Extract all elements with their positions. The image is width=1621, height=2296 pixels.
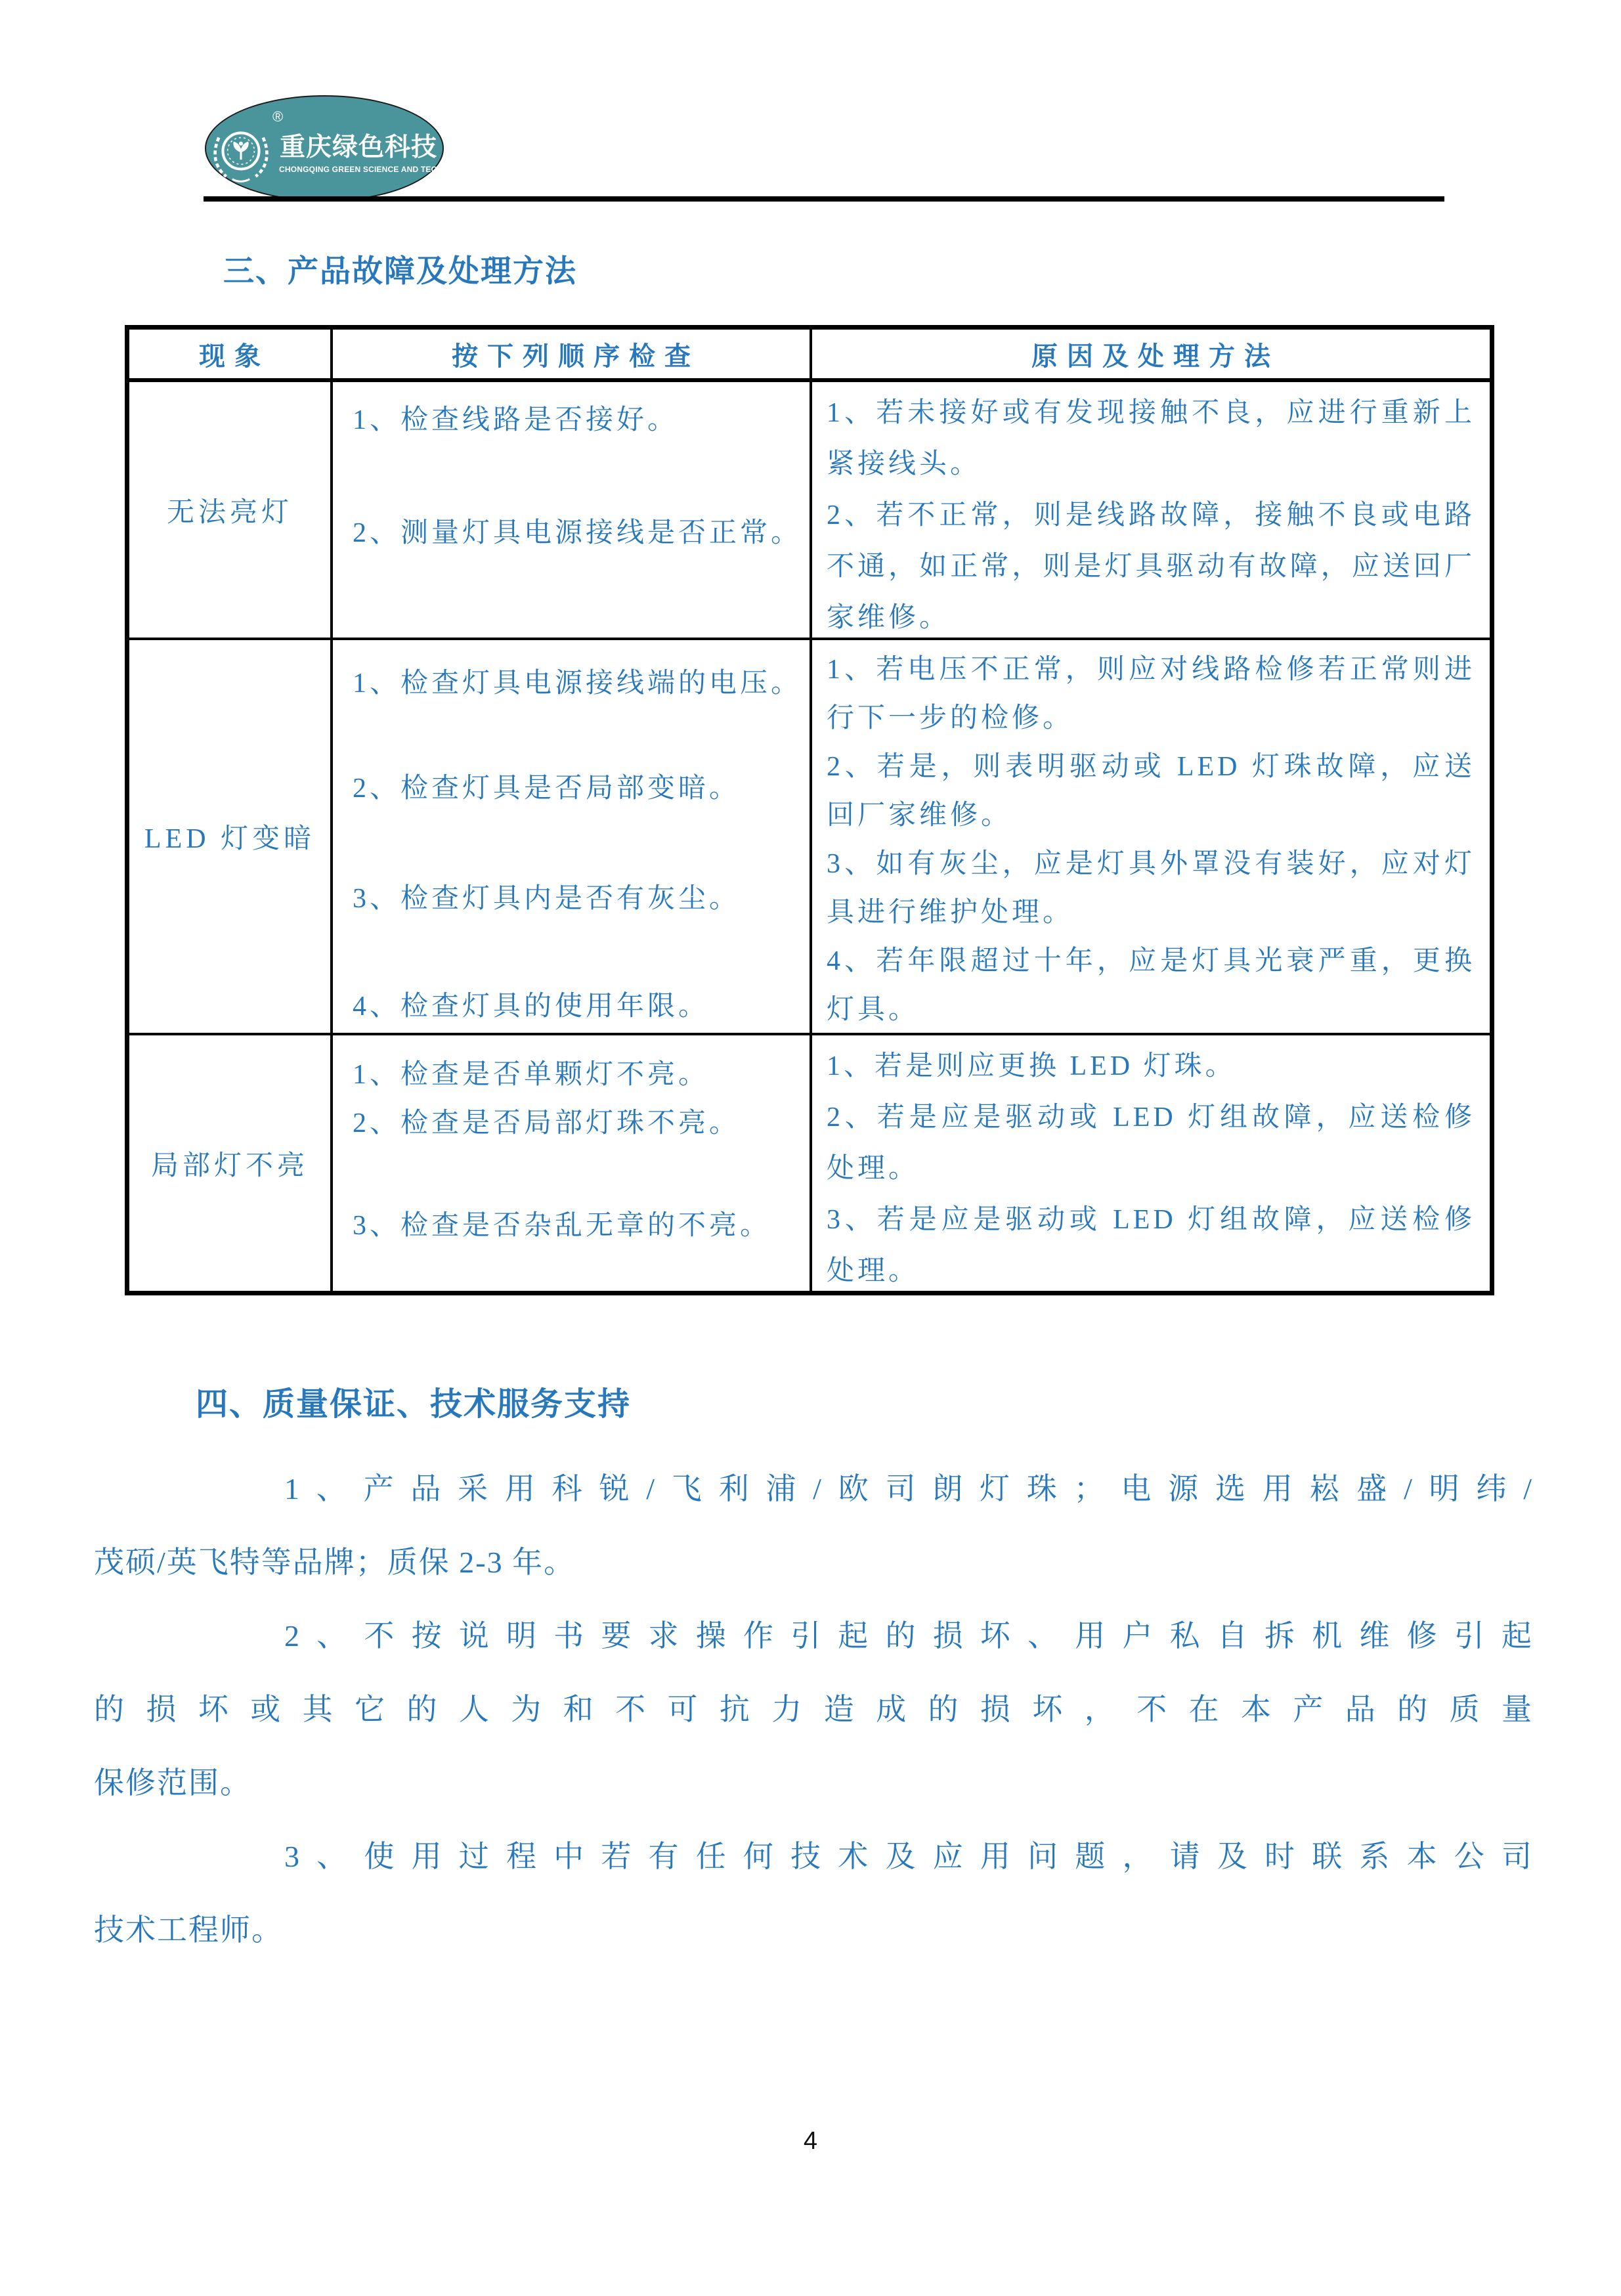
section4-body xyxy=(94,1452,1532,1967)
table-row-phenomenon: LED 灯变暗 xyxy=(129,640,333,1035)
table-row-phenomenon: 局部灯不亮 xyxy=(129,1035,333,1291)
logo-brand-chinese: 重庆绿色科技 xyxy=(280,133,438,162)
check-item: 1、检查是否单颗灯不亮。 xyxy=(353,1060,710,1090)
cause-item: 1、若电压不正常，则应对线路检修若正常则进行下一步的检修。 xyxy=(827,655,1475,733)
body-line: 茂硕/英飞特等品牌；质保 2-3 年。 xyxy=(94,1546,576,1579)
cause-item: 2、若是应是驱动或 LED 灯组故障，应送检修处理。 xyxy=(827,1102,1475,1184)
company-logo xyxy=(205,95,473,202)
header-divider xyxy=(204,196,1444,202)
fault-handling-table xyxy=(125,325,1494,1295)
registered-trademark-icon: ® xyxy=(272,108,284,125)
section3-title: 三、产品故障及处理方法 xyxy=(223,255,577,289)
cause-item: 3、如有灰尘，应是灯具外罩没有装好，应对灯具进行维护处理。 xyxy=(827,849,1475,928)
cause-item: 2、若是，则表明驱动或 LED 灯珠故障，应送回厂家维修。 xyxy=(827,752,1475,831)
body-line: 技术工程师。 xyxy=(94,1913,283,1947)
body-line: 的损坏或其它的人为和不可抗力造成的损坏，不在本产品的质量 xyxy=(94,1693,1532,1726)
table-row-phenomenon: 无法亮灯 xyxy=(129,382,333,640)
check-item: 3、检查灯具内是否有灰尘。 xyxy=(353,884,741,914)
table-header-cause-handling: 原因及处理方法 xyxy=(812,330,1490,382)
page-number: 4 xyxy=(803,2127,818,2155)
cause-item: 2、若不正常，则是线路故障，接触不良或电路不通，如正常，则是灯具驱动有故障，应送回厂家维修。 xyxy=(827,500,1475,633)
check-item: 2、测量灯具电源接线是否正常。 xyxy=(353,518,802,548)
table-header-check-order: 按下列顺序检查 xyxy=(333,330,812,382)
table-row-causes xyxy=(812,1035,1490,1291)
table-row-causes xyxy=(812,640,1490,1035)
body-line: 3、使用过程中若有任何技术及应用问题，请及时联系本公司 xyxy=(284,1840,1532,1873)
check-item: 1、检查灯具电源接线端的电压。 xyxy=(353,668,802,699)
check-item: 3、检查是否杂乱无章的不亮。 xyxy=(353,1211,771,1241)
cause-item: 3、若是应是驱动或 LED 灯组故障，应送检修处理。 xyxy=(827,1205,1475,1286)
check-item: 4、检查灯具的使用年限。 xyxy=(353,991,710,1022)
table-header-phenomenon: 现象 xyxy=(129,330,333,382)
body-line: 保修范围。 xyxy=(94,1766,251,1800)
cause-item: 1、若未接好或有发现接触不良，应进行重新上紧接线头。 xyxy=(827,398,1475,479)
logo-brand-english: CHONGQING GREEN SCIENCE AND TECHNOLOG xyxy=(279,165,473,174)
table-row-checks xyxy=(333,1035,812,1291)
check-item: 2、检查灯具是否局部变暗。 xyxy=(353,773,741,804)
table-row-checks xyxy=(333,640,812,1035)
body-line: 1、产品采用科锐/飞利浦/欧司朗灯珠；电源选用崧盛/明纬/ xyxy=(284,1472,1532,1505)
cause-item: 1、若是则应更换 LED 灯珠。 xyxy=(827,1051,1236,1081)
check-item: 2、检查是否局部灯珠不亮。 xyxy=(353,1108,741,1138)
body-line: 2、不按说明书要求操作引起的损坏、用户私自拆机维修引起 xyxy=(284,1619,1532,1653)
table-row-causes xyxy=(812,382,1490,640)
cause-item: 4、若年限超过十年，应是灯具光衰严重，更换灯具。 xyxy=(827,946,1475,1025)
section4-title: 四、质量保证、技术服务支持 xyxy=(196,1386,632,1422)
table-row-checks xyxy=(333,382,812,640)
laurel-wreath-emblem-icon xyxy=(207,119,274,186)
check-item: 1、检查线路是否接好。 xyxy=(353,405,679,435)
